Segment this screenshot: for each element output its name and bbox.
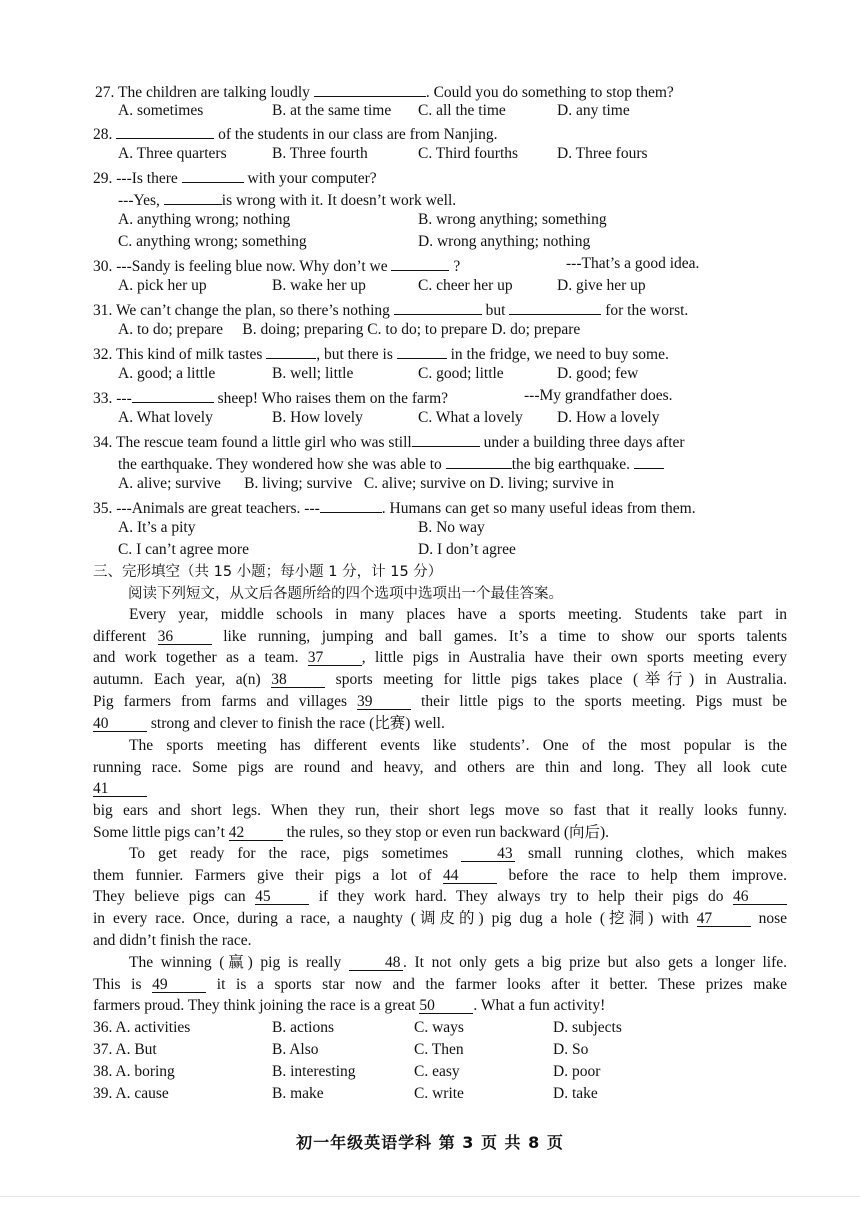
answer-blank: [397, 342, 447, 359]
option-b: B. wake her up: [272, 277, 366, 294]
option-c: C. easy: [414, 1063, 460, 1080]
answer-blank: [164, 188, 222, 205]
passage-line: them funnier. Farmers give their pigs a lot of 44 before the race to help them improve.: [93, 866, 787, 884]
question-stem: 35. ---Animals are great teachers. ---: [93, 500, 320, 517]
passage-line: This is 49 it is a sports star now and the farmer looks after it better. These prizes make: [93, 975, 787, 993]
options-row: A. to do; prepare B. doing; preparing C. to do; to prepare D. do; prepare: [118, 321, 581, 338]
passage-line: in every race. Once, during a race, a naughty (调皮的) pig dug a hole (挖洞) with 47 nose: [93, 910, 787, 928]
answer-blank: [314, 80, 426, 97]
question-32: [93, 342, 669, 365]
passage-line: big ears and short legs. When they run, their short legs move so fast that it really looks funny.: [93, 802, 787, 820]
option-b: B. Also: [272, 1041, 319, 1058]
cloze-blank-41: 41: [93, 780, 147, 797]
question-stem: in the fridge, we need to buy some.: [450, 346, 669, 363]
cloze-blank-50: 50: [419, 997, 473, 1014]
question-stem: 32. This kind of milk tastes: [93, 346, 263, 363]
passage-paragraph-4: [93, 952, 787, 1017]
option-c: C. Then: [414, 1041, 464, 1058]
passage-line: 40 strong and clever to finish the race (比赛) well.: [93, 714, 445, 732]
option-a: A. good; a little: [118, 365, 216, 382]
option-a: A. What lovely: [118, 409, 213, 426]
question-stem: 34. The rescue team found a little girl who was still: [93, 434, 412, 451]
passage-line: The sports meeting has different events like students’. One of the most popular is the: [129, 737, 787, 754]
answer-blank: [266, 342, 316, 359]
cloze-blank-44: 44: [443, 867, 497, 884]
question-stem: under a building three days after: [483, 434, 685, 451]
option-a: 38. A. boring: [93, 1063, 175, 1080]
answer-blank: [446, 452, 512, 469]
cloze-blank-49: 49: [152, 976, 206, 993]
question-stem: ---Yes,: [118, 192, 160, 209]
passage-line: They believe pigs can 45 if they work hard. They always try to help their pigs do 46: [93, 886, 787, 908]
option-a: 37. A. But: [93, 1041, 157, 1058]
question-stem: ?: [453, 258, 461, 275]
question-stem: , but there is: [316, 346, 393, 363]
passage-paragraph-2: [93, 735, 787, 844]
question-34: [93, 430, 685, 453]
option-a: A. pick her up: [118, 277, 207, 294]
option-c: C. ways: [414, 1019, 464, 1036]
option-d: D. give her up: [557, 277, 646, 294]
passage-line: running race. Some pigs are round and heavy, and others are thin and long. They all look cute: [93, 758, 787, 776]
option-d: D. take: [553, 1085, 598, 1102]
option-b: B. at the same time: [272, 102, 392, 119]
option-c: C. What a lovely: [418, 409, 523, 426]
passage-paragraph-1: [93, 604, 787, 734]
option-d: D. any time: [557, 102, 630, 119]
question-stem: but: [485, 302, 506, 319]
passage-line: farmers proud. They think joining the race is a great 50 . What a fun activity!: [93, 997, 606, 1015]
passage-line: autumn. Each year, a(n) 38 sports meeting for little pigs takes place (举行) in Australia.: [93, 671, 787, 689]
option-c: C. write: [414, 1085, 464, 1102]
option-b: B. interesting: [272, 1063, 356, 1080]
question-34-line2: [118, 452, 664, 475]
answer-blank: [132, 386, 214, 403]
question-30-response: ---That’s a good idea.: [566, 255, 700, 272]
option-a: A. It’s a pity: [118, 519, 196, 536]
question-stem: 31. We can’t change the plan, so there’s nothing: [93, 302, 390, 319]
question-stem: 29. ---Is there: [93, 170, 178, 187]
answer-blank: [509, 298, 601, 315]
option-d: D. Three fours: [557, 145, 648, 162]
question-stem: for the worst.: [605, 302, 689, 319]
option-b: B. well; little: [272, 365, 354, 382]
option-c: C. all the time: [418, 102, 506, 119]
question-31: [93, 298, 688, 321]
question-27: [95, 80, 674, 103]
option-d: D. So: [553, 1041, 589, 1058]
option-b: B. How lovely: [272, 409, 363, 426]
cloze-blank-39: 39: [357, 693, 411, 710]
option-d: D. poor: [553, 1063, 601, 1080]
passage-line: and work together as a team. 37 , little pigs in Australia have their own sports meeting every: [93, 649, 787, 667]
cloze-blank-40: 40: [93, 715, 147, 732]
divider: [0, 1196, 860, 1197]
answer-blank: [182, 166, 244, 183]
cloze-blank-48: 48: [349, 954, 403, 971]
option-a: 39. A. cause: [93, 1085, 169, 1102]
question-35: [93, 496, 696, 519]
question-stem: the big earthquake.: [511, 456, 631, 473]
option-a: A. sometimes: [118, 102, 204, 119]
option-d: D. How a lovely: [557, 409, 660, 426]
option-a: A. Three quarters: [118, 145, 227, 162]
question-29: [93, 166, 377, 189]
option-c: C. Third fourths: [418, 145, 519, 162]
option-d: D. subjects: [553, 1019, 622, 1036]
question-29-line2: [118, 188, 456, 211]
answer-blank: [394, 298, 482, 315]
option-b: B. actions: [272, 1019, 334, 1036]
cloze-blank-45: 45: [255, 888, 309, 905]
question-number: 28.: [93, 126, 113, 143]
cloze-blank-46: 46: [733, 888, 787, 905]
passage-line: Every year, middle schools in many places have a sports meeting. Students take part in: [129, 606, 787, 623]
passage-line: [93, 778, 787, 800]
answer-blank: [391, 254, 449, 271]
question-30: [93, 254, 460, 277]
question-stem: 27. The children are talking loudly: [95, 84, 310, 101]
option-a: 36. A. activities: [93, 1019, 191, 1036]
question-stem: 33. ---: [93, 390, 132, 407]
option-d: D. I don’t agree: [418, 541, 516, 558]
question-33-response: ---My grandfather does.: [524, 387, 673, 404]
answer-blank: [634, 452, 664, 469]
option-c: C. cheer her up: [418, 277, 513, 294]
question-stem: sheep! Who raises them on the farm?: [217, 390, 449, 407]
option-c: C. good; little: [418, 365, 504, 382]
cloze-blank-38: 38: [271, 671, 325, 688]
cloze-blank-43: 43: [461, 845, 515, 862]
answer-blank: [116, 122, 214, 139]
option-c: C. anything wrong; something: [118, 233, 307, 250]
question-stem: of the students in our class are from Nanjing.: [218, 126, 498, 143]
question-33: [93, 386, 448, 409]
passage-line: The winning (赢) pig is really 48 . It not only gets a big prize but also gets a longer life.: [129, 954, 787, 971]
question-stem: . Could you do something to stop them?: [425, 84, 674, 101]
passage-paragraph-3: [93, 843, 787, 952]
question-stem: the earthquake. They wondered how she was able to: [118, 456, 442, 473]
passage-line: Pig farmers from farms and villages 39 their little pigs to the sports meeting. Pigs must be: [93, 692, 787, 710]
cloze-blank-37: 37: [308, 649, 362, 666]
option-a: A. anything wrong; nothing: [118, 211, 291, 228]
option-b: B. make: [272, 1085, 324, 1102]
cloze-blank-36: 36: [158, 628, 212, 645]
passage-line: Some little pigs can’t 42 the rules, so they stop or even run backward (向后).: [93, 823, 610, 841]
question-stem: 30. ---Sandy is feeling blue now. Why don’t we: [93, 258, 388, 275]
option-b: B. wrong anything; something: [418, 211, 607, 228]
option-d: D. good; few: [557, 365, 639, 382]
page-footer: 初一年级英语学科 第 3 页 共 8 页: [296, 1133, 564, 1152]
answer-blank: [412, 430, 480, 447]
question-28: [93, 122, 498, 145]
cloze-blank-47: 47: [697, 910, 751, 927]
passage-line: and didn’t finish the race.: [93, 931, 252, 949]
option-c: C. I can’t agree more: [118, 541, 249, 558]
options-row: A. alive; survive B. living; survive C. alive; survive on D. living; survive in: [118, 475, 614, 492]
question-stem: . Humans can get so many useful ideas from them.: [381, 500, 696, 517]
question-stem: is wrong with it. It doesn’t work well.: [221, 192, 457, 209]
cloze-blank-42: 42: [229, 824, 283, 841]
option-b: B. No way: [418, 519, 485, 536]
section-title: 三、完形填空（共 15 小题；每小题 1 分，计 15 分）: [93, 564, 443, 580]
passage-line: different 36 like running, jumping and ball games. It’s a time to show our sports talents: [93, 627, 787, 645]
passage-line: To get ready for the race, pigs sometimes 43 small running clothes, which makes: [129, 845, 787, 862]
answer-blank: [320, 496, 382, 513]
option-d: D. wrong anything; nothing: [418, 233, 591, 250]
section-instruction: 阅读下列短文，从文后各题所给的四个选项中选项出一个最佳答案。: [128, 586, 563, 602]
question-stem: with your computer?: [247, 170, 377, 187]
option-b: B. Three fourth: [272, 145, 368, 162]
